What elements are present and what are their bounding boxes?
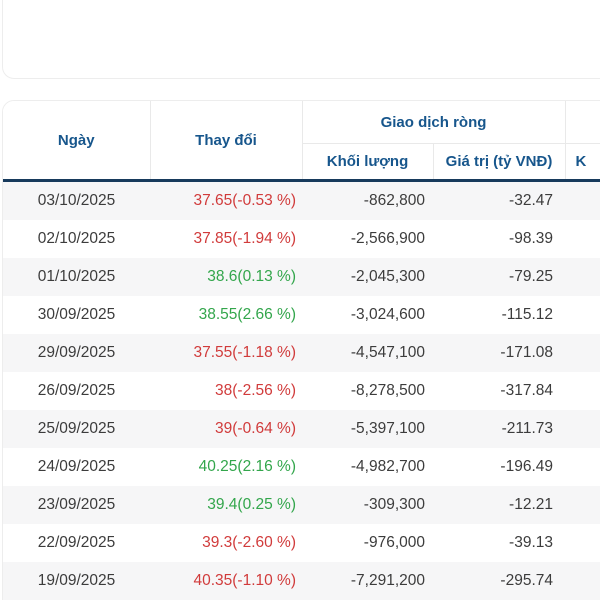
col-header-change: Thay đổi (150, 101, 302, 181)
table-header (3, 101, 600, 181)
net-volume-cell: -4,547,100 (350, 344, 425, 361)
date-cell: 19/09/2025 (37, 572, 116, 589)
cutoff-cell (565, 220, 600, 258)
cutoff-cell (565, 334, 600, 372)
table-body (3, 181, 600, 600)
change-cell: 38.55(2.66 %) (198, 306, 296, 323)
foreign-trading-table-card (2, 100, 600, 600)
cutoff-cell (565, 562, 600, 600)
net-value-cell: -295.74 (500, 572, 553, 589)
cutoff-cell (565, 258, 600, 296)
net-value-cell: -12.21 (509, 496, 553, 513)
table-row (3, 334, 600, 372)
change-cell: 39(-0.64 %) (215, 420, 296, 437)
table-row (3, 220, 600, 258)
cutoff-cell (565, 296, 600, 334)
table-row (3, 524, 600, 562)
net-value-cell: -79.25 (509, 268, 553, 285)
net-volume-cell: -976,000 (363, 534, 425, 551)
daily-trading-table (3, 101, 600, 600)
date-cell: 02/10/2025 (37, 230, 116, 247)
col-group-net-trading: Giao dịch ròng (302, 101, 565, 144)
date-cell: 25/09/2025 (37, 420, 116, 437)
net-value-cell: -171.08 (500, 344, 553, 361)
change-cell: 40.35(-1.10 %) (193, 572, 296, 589)
net-volume-cell: -8,278,500 (350, 382, 425, 399)
net-value-cell: -317.84 (500, 382, 553, 399)
date-cell: 24/09/2025 (37, 458, 116, 475)
table-row (3, 448, 600, 486)
table-row (3, 258, 600, 296)
cutoff-cell (565, 181, 600, 221)
cutoff-cell (565, 486, 600, 524)
col-header-next-partial: K (565, 144, 600, 181)
change-cell: 40.25(2.16 %) (198, 458, 296, 475)
net-volume-cell: -2,045,300 (350, 268, 425, 285)
col-header-volume: Khối lượng (302, 144, 433, 181)
net-value-cell: -115.12 (501, 306, 553, 323)
previous-card-bottom-edge (2, 0, 600, 79)
date-cell: 23/09/2025 (37, 496, 116, 513)
cutoff-cell (565, 410, 600, 448)
change-cell: 39.4(0.25 %) (207, 496, 296, 513)
net-volume-cell: -309,300 (363, 496, 425, 513)
net-value-cell: -211.73 (501, 420, 553, 437)
table-row (3, 410, 600, 448)
net-volume-cell: -5,397,100 (350, 420, 425, 437)
date-cell: 22/09/2025 (37, 534, 116, 551)
table-row (3, 486, 600, 524)
table-row (3, 296, 600, 334)
date-cell: 01/10/2025 (37, 268, 116, 285)
change-cell: 37.85(-1.94 %) (193, 230, 296, 247)
net-value-cell: -32.47 (509, 192, 553, 209)
net-volume-cell: -7,291,200 (350, 572, 425, 589)
table-row (3, 372, 600, 410)
cutoff-cell (565, 448, 600, 486)
net-value-cell: -39.13 (509, 534, 553, 551)
date-cell: 26/09/2025 (37, 382, 116, 399)
col-group-next-cutoff (565, 101, 600, 144)
change-cell: 38(-2.56 %) (215, 382, 296, 399)
cutoff-cell (565, 372, 600, 410)
net-volume-cell: -4,982,700 (350, 458, 425, 475)
change-cell: 37.65(-0.53 %) (193, 192, 296, 209)
col-header-date: Ngày (3, 101, 150, 181)
cutoff-cell (565, 524, 600, 562)
table-row (3, 562, 600, 600)
change-cell: 39.3(-2.60 %) (202, 534, 296, 551)
date-cell: 30/09/2025 (37, 306, 116, 323)
net-volume-cell: -3,024,600 (350, 306, 425, 323)
net-volume-cell: -862,800 (363, 192, 425, 209)
table-row (3, 181, 600, 221)
change-cell: 38.6(0.13 %) (207, 268, 296, 285)
net-value-cell: -196.49 (500, 458, 553, 475)
change-cell: 37.55(-1.18 %) (193, 344, 296, 361)
net-volume-cell: -2,566,900 (350, 230, 425, 247)
date-cell: 03/10/2025 (37, 192, 116, 209)
header-group-row (3, 101, 600, 144)
net-value-cell: -98.39 (509, 230, 553, 247)
col-header-value: Giá trị (tỷ VNĐ) (433, 144, 565, 181)
date-cell: 29/09/2025 (37, 344, 116, 361)
